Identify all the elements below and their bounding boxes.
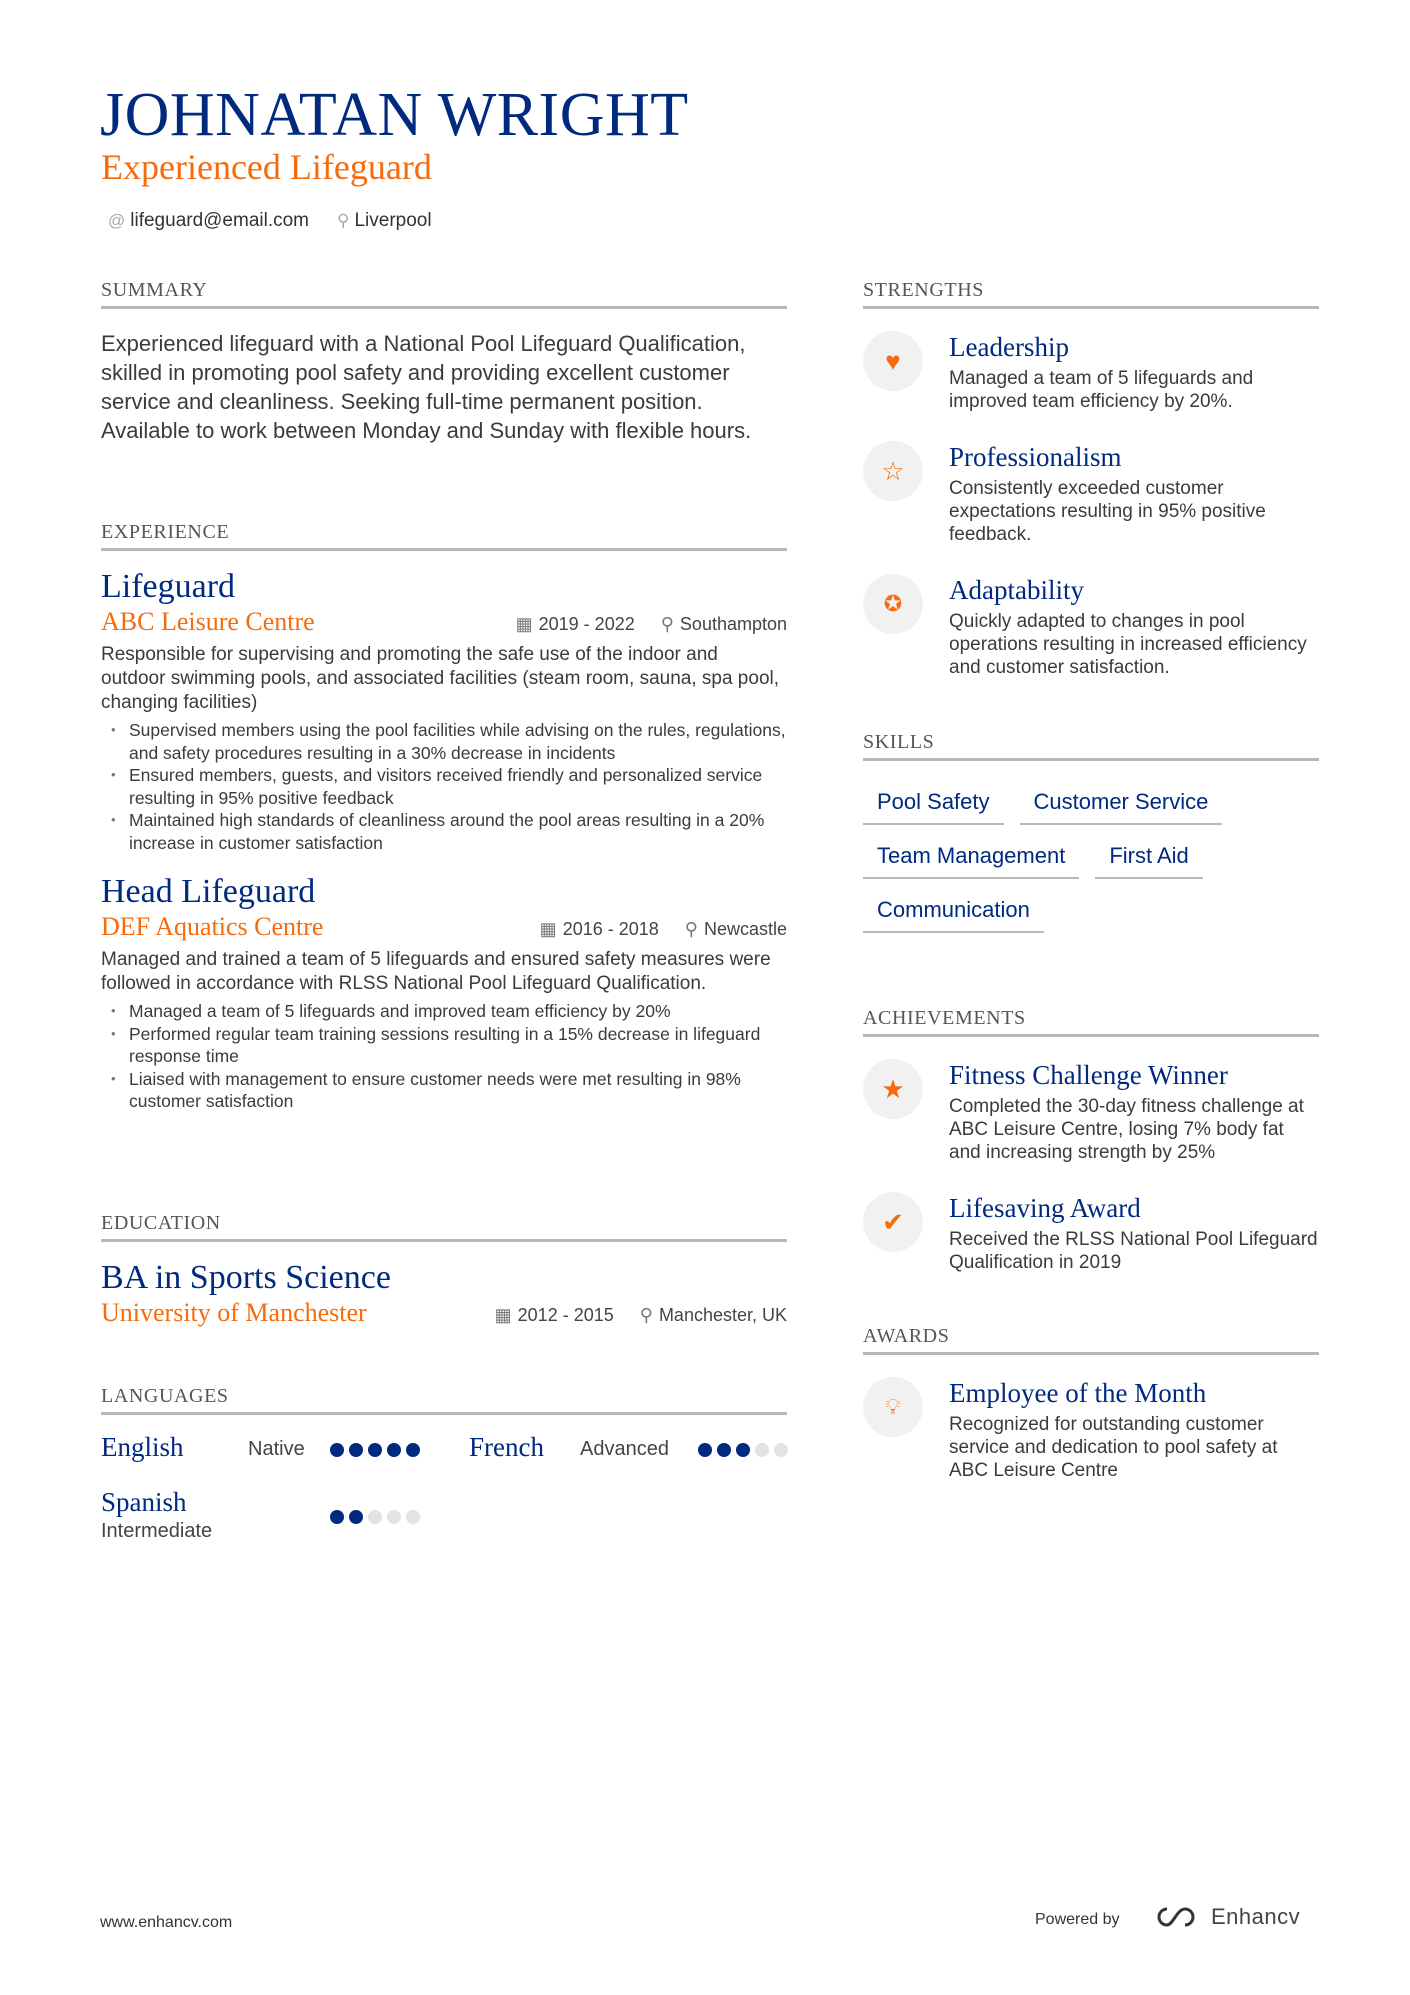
rating-dots: [330, 1443, 420, 1457]
experience-section: [101, 521, 787, 1113]
award-desc: Recognized for outstanding customer service and dedication to pool safety at ABC Leisure Centre: [949, 1414, 1278, 1481]
job-title: Head Lifeguard: [101, 873, 316, 910]
medal-icon: ✪: [863, 574, 923, 634]
section-heading: AWARDS: [863, 1325, 1319, 1355]
job-title: Lifeguard: [101, 568, 236, 605]
strength-title: Professionalism: [949, 442, 1122, 472]
rating-dots: [330, 1510, 420, 1524]
strength-desc: Consistently exceeded customer expectations resulting in 95% positive feedback.: [949, 478, 1266, 545]
star-half-icon: ☆: [863, 441, 923, 501]
language-name: Spanish: [101, 1487, 187, 1517]
rating-dot-empty: [406, 1510, 420, 1524]
strengths-section: [863, 279, 1319, 679]
job-entry: [101, 872, 787, 1113]
calendar-icon: ▦: [515, 614, 533, 634]
company: ABC Leisure Centre: [101, 607, 315, 636]
bullet: • Supervised members using the pool facilities while advising on the rules, regulations, and safety procedures resulting in a 30% decrease in incidents: [101, 719, 787, 764]
bullet: • Liaised with management to ensure customer needs were met resulting in 98% customer satisfaction: [101, 1068, 787, 1113]
education-section: [101, 1212, 787, 1328]
rating-dot-filled: [387, 1443, 401, 1457]
achievement-desc: Completed the 30-day fitness challenge at ABC Leisure Centre, losing 7% body fat and increasing strength by 25%: [949, 1096, 1304, 1163]
language-level: Native: [248, 1438, 305, 1460]
rating-dot-empty: [755, 1443, 769, 1457]
location-text: Liverpool: [354, 210, 432, 231]
awards-section: [863, 1325, 1319, 1482]
location-pin-icon: ⚲: [337, 211, 350, 230]
lightbulb-icon: 💡︎: [863, 1377, 923, 1437]
rating-dot-filled: [736, 1443, 750, 1457]
achievement-item: [863, 1059, 1319, 1164]
bullet: • Managed a team of 5 lifeguards and improved team efficiency by 20%: [101, 1000, 787, 1023]
strength-item: [863, 441, 1319, 546]
section-heading: LANGUAGES: [101, 1385, 787, 1415]
skill-tag: Communication: [863, 893, 1044, 933]
award-item: [863, 1377, 1319, 1482]
calendar-icon: ▦: [494, 1305, 512, 1325]
job-description: Responsible for supervising and promoting the safe use of the indoor and outdoor swimming pools, and associated facilities (steam room, sauna, spa pool, changing facilities): [101, 644, 780, 713]
rating-dot-empty: [368, 1510, 382, 1524]
skill-tag: Customer Service: [1020, 785, 1223, 825]
skills-section: [863, 731, 1319, 933]
strength-title: Adaptability: [949, 575, 1084, 605]
skill-tag: First Aid: [1095, 839, 1202, 879]
language-level: Intermediate: [101, 1520, 213, 1542]
heart-icon: ♥: [863, 331, 923, 391]
strength-title: Leadership: [949, 332, 1069, 362]
dates: 2016 - 2018: [562, 919, 659, 939]
calendar-icon: ▦: [539, 919, 557, 939]
strength-desc: Managed a team of 5 lifeguards and improved team efficiency by 20%.: [949, 368, 1254, 412]
star-icon: ★: [863, 1059, 923, 1119]
brand-name: Enhancv: [1211, 1904, 1301, 1929]
job-entry: [101, 567, 787, 854]
company: DEF Aquatics Centre: [101, 912, 324, 941]
job-location: Newcastle: [703, 919, 787, 939]
degree: BA in Sports Science: [101, 1259, 391, 1296]
rating-dot-empty: [387, 1510, 401, 1524]
rating-dot-filled: [717, 1443, 731, 1457]
rating-dot-filled: [349, 1443, 363, 1457]
bullet: • Maintained high standards of cleanliness around the pool areas resulting in a 20% increase in customer satisfaction: [101, 809, 787, 854]
rating-dot-filled: [330, 1443, 344, 1457]
section-heading: EXPERIENCE: [101, 521, 787, 551]
achievement-desc: Received the RLSS National Pool Lifeguard Qualification in 2019: [949, 1229, 1318, 1273]
powered-by: Powered by: [1035, 1911, 1120, 1928]
location-pin-icon: ⚲: [684, 919, 698, 939]
rating-dot-filled: [406, 1443, 420, 1457]
dates: 2012 - 2015: [517, 1305, 614, 1325]
location-pin-icon: ⚲: [660, 614, 674, 634]
summary-section: [101, 279, 787, 445]
location-pin-icon: ⚲: [639, 1305, 653, 1325]
strength-desc: Quickly adapted to changes in pool operations resulting in increased efficiency and customer satisfaction.: [949, 611, 1307, 678]
achievements-section: [863, 1007, 1319, 1274]
languages-section: [101, 1385, 787, 1415]
rating-dot-filled: [368, 1443, 382, 1457]
bullet: • Performed regular team training sessions resulting in a 15% decrease in lifeguard response time: [101, 1023, 787, 1068]
section-heading: SUMMARY: [101, 279, 787, 309]
at-icon: @: [108, 211, 126, 230]
candidate-title: Experienced Lifeguard: [101, 147, 432, 187]
achievement-title: Fitness Challenge Winner: [949, 1060, 1228, 1090]
enhancv-logo: [1155, 1904, 1300, 1930]
strength-item: [863, 574, 1319, 679]
job-description: Managed and trained a team of 5 lifeguards and ensured safety measures were followed in accordance with RLSS National Pool Lifeguard Qualification.: [101, 949, 771, 994]
rating-dot-filled: [330, 1510, 344, 1524]
achievement-item: [863, 1192, 1319, 1274]
summary-text: Experienced lifeguard with a National Pool Lifeguard Qualification, skilled in promoting pool safety and providing excellent customer service and cleanliness. Seeking full-time permanent position. Available to work between Monday and Sunday with flexible hours.: [101, 331, 752, 443]
skill-tag: Pool Safety: [863, 785, 1004, 825]
email-text: lifeguard@email.com: [130, 210, 310, 231]
email[interactable]: [108, 210, 309, 232]
skill-tag: Team Management: [863, 839, 1079, 879]
language-name: English: [101, 1432, 184, 1462]
candidate-name: JOHNATAN WRIGHT: [100, 81, 689, 149]
bullet: • Ensured members, guests, and visitors received friendly and personalized service resulting in 95% positive feedback: [101, 764, 787, 809]
section-heading: SKILLS: [863, 731, 1319, 761]
rating-dot-filled: [349, 1510, 363, 1524]
section-heading: EDUCATION: [101, 1212, 787, 1242]
check-icon: ✔: [863, 1192, 923, 1252]
language-level: Advanced: [580, 1438, 669, 1460]
rating-dot-filled: [698, 1443, 712, 1457]
infinity-logo-icon: [1155, 1905, 1201, 1929]
footer-url[interactable]: www.enhancv.com: [100, 1914, 233, 1931]
strength-item: [863, 331, 1319, 413]
achievement-title: Lifesaving Award: [949, 1193, 1141, 1223]
rating-dot-empty: [774, 1443, 788, 1457]
section-heading: ACHIEVEMENTS: [863, 1007, 1319, 1037]
rating-dots: [698, 1443, 788, 1457]
location: [337, 210, 432, 232]
school-location: Manchester, UK: [658, 1305, 787, 1325]
award-title: Employee of the Month: [949, 1378, 1207, 1408]
school: University of Manchester: [101, 1298, 367, 1327]
dates: 2019 - 2022: [538, 614, 635, 634]
contact-info: [108, 210, 432, 232]
section-heading: STRENGTHS: [863, 279, 1319, 309]
language-name: French: [469, 1432, 544, 1462]
job-location: Southampton: [679, 614, 787, 634]
